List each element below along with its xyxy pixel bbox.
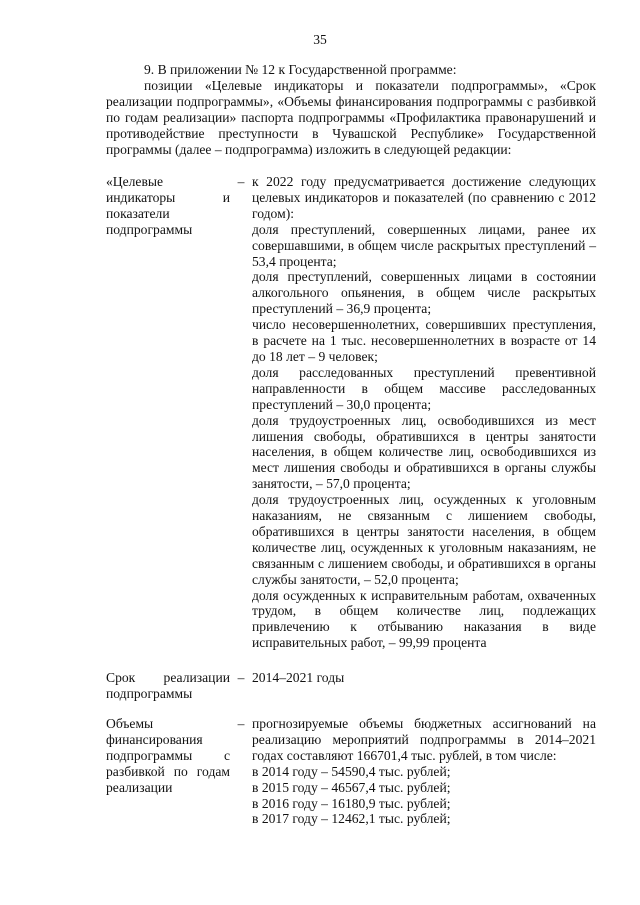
finance-year-item: в 2015 году – 46567,4 тыс. рублей; <box>252 779 451 795</box>
page-number: 35 <box>313 32 327 47</box>
dash-separator: – <box>237 174 245 189</box>
amendment-paragraph: позиции «Целевые индикаторы и показатели подпрограммы», «Срок реализации подпрограммы», «Объемы финансирования подпрограммы с разбивкой по годам реализации» паспорта подпрограммы «Профилактика правонарушений и противодействие преступности в Чувашской Республике» Государственной программы (далее – подпрограмма) изложить в следующей редакции: <box>106 78 596 158</box>
dash-separator: – <box>237 670 245 685</box>
finance-intro: прогнозируемые объемы бюджетных ассигнований на реализацию мероприятий подпрограммы в 2014–2021 годах составляют 166701,4 тыс. рублей, в том числе: <box>252 716 596 763</box>
period-label: Срок реализации подпрограммы <box>106 670 230 701</box>
finance-label: Объемы финансирования подпрограммы с разбивкой по годам реализации <box>106 716 230 795</box>
finance-year-item: в 2017 году – 12462,1 тыс. рублей; <box>252 811 451 827</box>
passport-row-finance <box>106 716 596 827</box>
indicator-item: доля преступлений, совершенных лицами, ранее их совершавшими, в общем числе раскрытых преступлений – 53,4 процента; <box>252 221 596 269</box>
finance-year-item: в 2014 году – 54590,4 тыс. рублей; <box>252 763 451 779</box>
finance-year-item: в 2016 году – 16180,9 тыс. рублей; <box>252 795 451 811</box>
indicator-item: доля расследованных преступлений превентивной направленности в общем массиве расследованных преступлений – 30,0 процента; <box>252 364 596 412</box>
indicators-intro: к 2022 году предусматривается достижение следующих целевых индикаторов и показателей (по сравнению с 2012 годом): <box>252 174 596 221</box>
period-value: 2014–2021 годы <box>252 670 345 685</box>
indicator-item: доля трудоустроенных лиц, осужденных к уголовным наказаниям, не связанным с лишением свободы, обратившихся в центры занятости населения, в общем количестве лиц, осужденных к уголовным наказаниям, не связанным с лишением свободы, и обратившихся в органы службы занятости, – 52,0 процента; <box>252 492 596 587</box>
indicator-item: доля осужденных к исправительным работам, охваченных трудом, в общем количестве лиц, подлежащих привлечению к отбыванию наказания в виде исправительных работ, – 99,99 процента <box>252 587 596 651</box>
indicator-item: доля трудоустроенных лиц, освободившихся из мест лишения свободы, обратившихся в центры занятости населения, в общем количестве лиц, освободившихся из мест лишения свободы и обратившихся в органы службы занятости, – 57,0 процента; <box>252 412 596 492</box>
indicator-item: число несовершеннолетних, совершивших преступления, в расчете на 1 тыс. несовершеннолетних в возрасте от 14 до 18 лет – 9 человек; <box>252 317 596 364</box>
dash-separator: – <box>237 716 245 731</box>
passport-row-indicators <box>106 174 596 651</box>
passport-row-period <box>106 670 596 702</box>
indicator-item: доля преступлений, совершенных лицами в состоянии алкогольного опьянения, в общем числе раскрытых преступлений – 36,9 процента; <box>252 269 596 317</box>
amendment-intro <box>106 62 596 159</box>
indicators-label: «Целевые индикаторы и показатели подпрограммы <box>106 174 230 237</box>
finance-value <box>252 716 596 827</box>
amendment-heading: 9. В приложении № 12 к Государственной программе: <box>144 62 457 77</box>
indicators-value <box>252 174 596 651</box>
